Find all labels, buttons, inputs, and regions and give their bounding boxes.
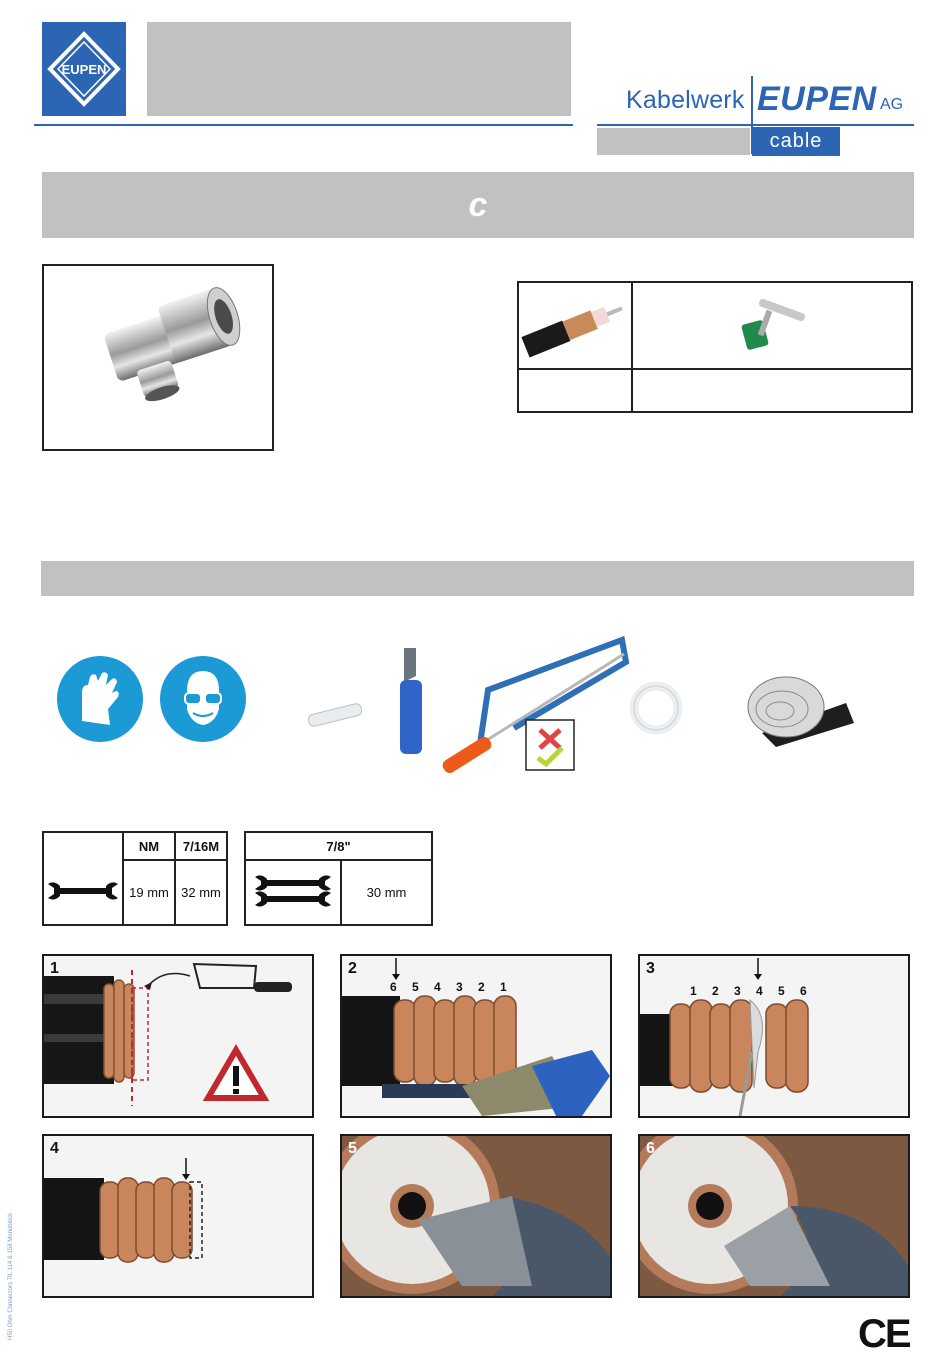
step-3-image xyxy=(640,956,908,1116)
wrench-size-table-2 xyxy=(244,831,433,926)
step-2-panel xyxy=(340,954,612,1118)
title-panel xyxy=(147,22,571,116)
brand-rule xyxy=(597,124,914,126)
wrench-icon xyxy=(46,876,120,906)
step-number: 3 xyxy=(646,960,655,977)
step-6-image xyxy=(640,1136,908,1296)
step-6-panel xyxy=(638,1134,910,1298)
company-logo xyxy=(42,22,126,116)
step-1-image xyxy=(44,956,312,1116)
cable-label-cell xyxy=(518,369,632,412)
wrench-size-table-1 xyxy=(42,831,228,926)
wrench-corner xyxy=(43,832,123,860)
brand-suffix: AG xyxy=(880,96,904,113)
cable-icon xyxy=(520,284,630,362)
step-3-panel xyxy=(638,954,910,1118)
step-5-panel xyxy=(340,1134,612,1298)
brand-company: EUPEN xyxy=(757,80,877,118)
brand-name: Kabelwerk xyxy=(626,86,745,114)
logo-text: EUPEN xyxy=(61,62,107,77)
tool-label-cell xyxy=(632,369,912,412)
brand-cable-badge: cable xyxy=(752,127,840,156)
knife-icon xyxy=(396,646,426,758)
step-number: 5 xyxy=(348,1140,357,1157)
brand-gray-box xyxy=(597,128,750,155)
col-header-78: 7/8" xyxy=(245,832,432,860)
cutting-tool-icon xyxy=(634,284,910,362)
value-32mm: 32 mm xyxy=(175,860,227,925)
col-header-nm: NM xyxy=(123,832,175,860)
ce-mark: CE xyxy=(858,1312,910,1356)
value-30mm: 30 mm xyxy=(341,860,432,925)
wrench-cell xyxy=(43,860,123,925)
step-5-image xyxy=(342,1136,610,1296)
ring-count-labels: 6 5 4 3 2 1 xyxy=(390,980,513,994)
safety-glasses-icon xyxy=(159,655,247,743)
tape-roll-icon xyxy=(742,663,858,749)
page-title: c xyxy=(42,172,914,238)
double-wrench-cell xyxy=(245,860,341,925)
double-wrench-icon xyxy=(253,871,333,911)
section-bar xyxy=(41,561,914,596)
cable-image-cell xyxy=(518,282,632,369)
step-4-image xyxy=(44,1136,312,1296)
step-1-panel xyxy=(42,954,314,1118)
step-number: 6 xyxy=(646,1140,655,1157)
step-number: 1 xyxy=(50,960,59,977)
tool-table xyxy=(517,281,913,413)
step-number: 4 xyxy=(50,1140,59,1157)
col-header-716m: 7/16M xyxy=(175,832,227,860)
grease-tube-icon xyxy=(302,695,368,735)
header-rule xyxy=(34,124,573,126)
value-19mm: 19 mm xyxy=(123,860,175,925)
o-ring-icon xyxy=(628,680,684,736)
step-4-panel xyxy=(42,1134,314,1298)
ring-count-labels: 1 2 3 4 5 6 xyxy=(690,984,813,998)
connector-image xyxy=(44,266,272,449)
tool-image-cell xyxy=(632,282,912,369)
product-image-frame xyxy=(42,264,274,451)
side-note: H50 Ohm Connectors 78, 114 & 158 Monoblock xyxy=(8,1212,14,1340)
step-number: 2 xyxy=(348,960,357,977)
hacksaw-icon xyxy=(436,632,632,784)
gloves-icon xyxy=(56,655,144,743)
